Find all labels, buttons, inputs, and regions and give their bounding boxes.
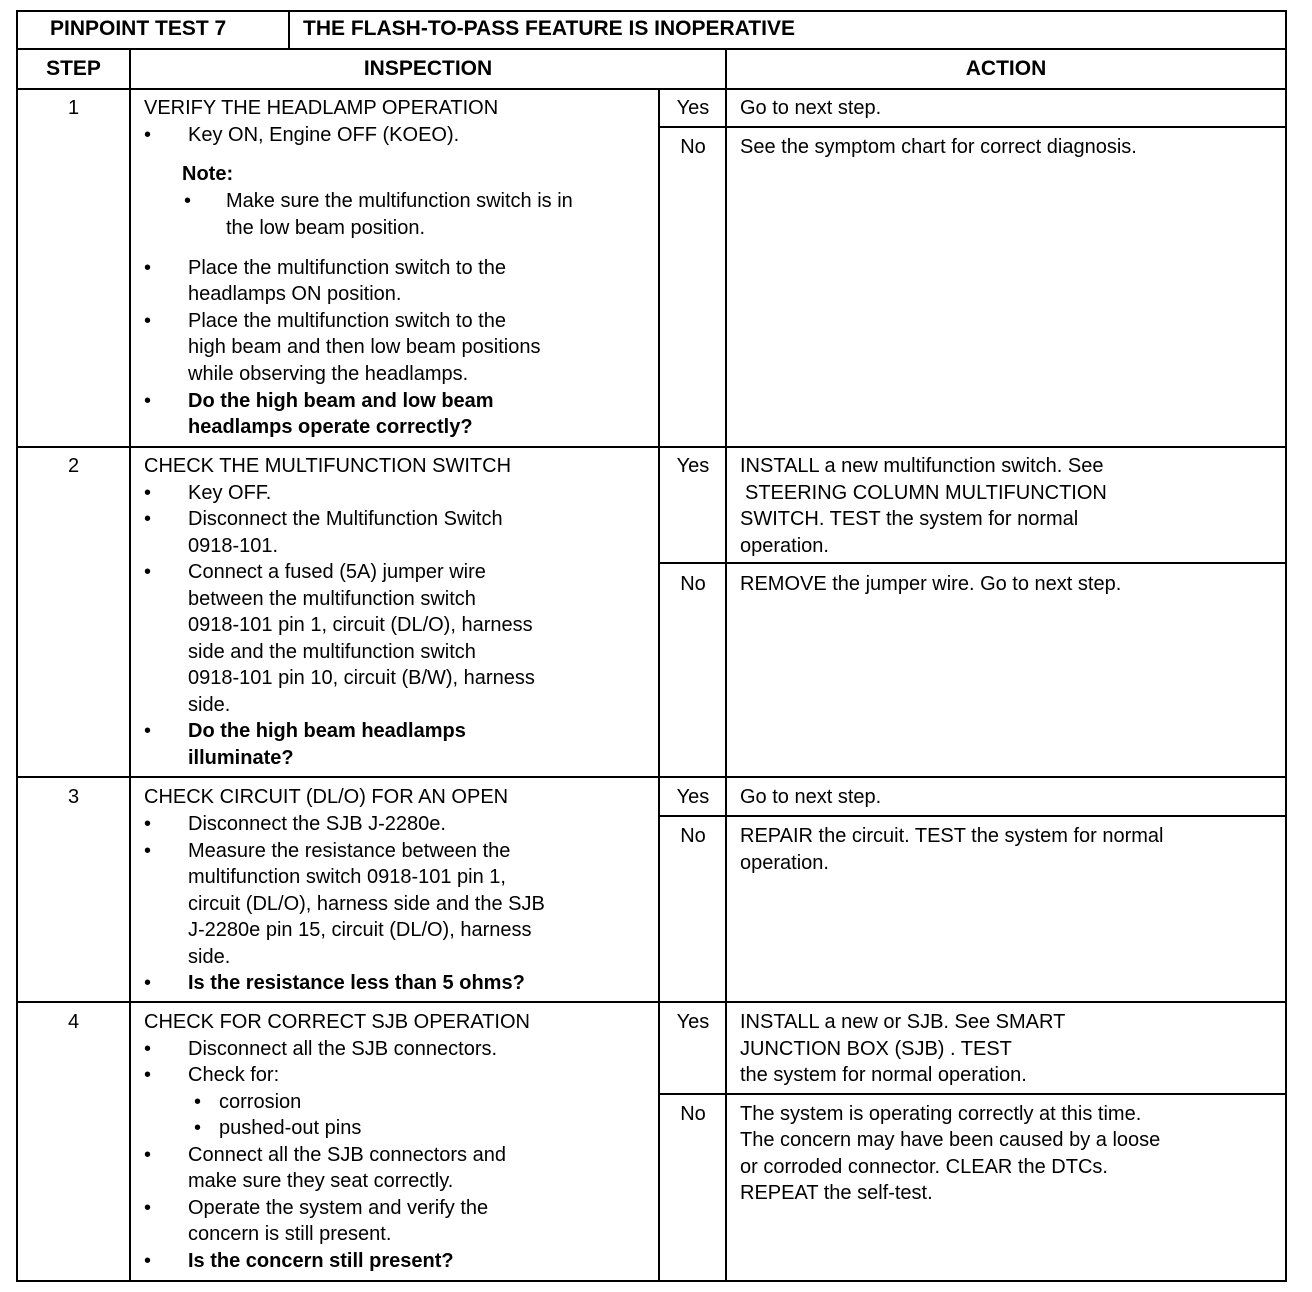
action-yes-line: STEERING COLUMN MULTIFUNCTION — [745, 482, 1107, 504]
action-yes-line: INSTALL a new or SJB. See SMART — [740, 1011, 1066, 1033]
inspection-question: Is the concern still present? — [188, 1250, 454, 1272]
inspection-line: Operate the system and verify the — [188, 1197, 489, 1219]
inspection-line: Disconnect the SJB J-2280e. — [188, 813, 446, 835]
test-id: PINPOINT TEST 7 — [50, 17, 227, 40]
inspection-line: corrosion — [219, 1091, 302, 1113]
inspection-question: illuminate? — [188, 747, 294, 769]
inspection-line: while observing the headlamps. — [188, 363, 469, 385]
bullet-icon: • — [144, 720, 152, 742]
yes-no-divider-step2 — [658, 562, 1287, 564]
bullet-icon: • — [194, 1117, 202, 1139]
inspection-line: Connect all the SJB connectors and — [188, 1144, 506, 1166]
action-yes-line: operation. — [740, 535, 829, 557]
inspection-line: Make sure the multifunction switch is in — [226, 190, 573, 212]
inspection-line: between the multifunction switch — [188, 588, 476, 610]
answer-no: No — [680, 1103, 706, 1125]
inspection-line: multifunction switch 0918-101 pin 1, — [188, 866, 506, 888]
inspection-line: the low beam position. — [226, 217, 426, 239]
inspection-line: Place the multifunction switch to the — [188, 257, 506, 279]
bullet-icon: • — [144, 310, 152, 332]
bullet-icon: • — [144, 1144, 152, 1166]
column-header-action: ACTION — [965, 57, 1047, 80]
inspection-line: pushed-out pins — [219, 1117, 362, 1139]
inspection-question: Do the high beam and low beam — [188, 390, 494, 412]
action-yes-line: Go to next step. — [740, 786, 882, 808]
action-no-line: See the symptom chart for correct diagnosis. — [740, 136, 1137, 158]
step-number: 2 — [67, 455, 80, 477]
action-no-line: REPAIR the circuit. TEST the system for normal — [740, 825, 1164, 847]
bullet-icon: • — [144, 124, 152, 146]
inspection-question: headlamps operate correctly? — [188, 416, 473, 438]
column-header-step: STEP — [46, 57, 101, 80]
action-no-line: The concern may have been caused by a loose — [740, 1129, 1161, 1151]
answer-no: No — [680, 825, 706, 847]
answer-yes: Yes — [676, 455, 710, 477]
row-divider-step3 — [16, 1001, 1287, 1003]
bullet-icon: • — [144, 813, 152, 835]
inspection-line: Connect a fused (5A) jumper wire — [188, 561, 486, 583]
inspection-line: Key ON, Engine OFF (KOEO). — [188, 124, 460, 146]
inspection-line: make sure they seat correctly. — [188, 1170, 454, 1192]
bullet-icon: • — [144, 1197, 152, 1219]
inspection-line: Disconnect all the SJB connectors. — [188, 1038, 498, 1060]
step-heading: CHECK FOR CORRECT SJB OPERATION — [144, 1011, 530, 1033]
action-yes-line: INSTALL a new multifunction switch. See — [740, 455, 1104, 477]
bullet-icon: • — [144, 840, 152, 862]
step-number: 3 — [67, 786, 80, 808]
inspection-question: Do the high beam headlamps — [188, 720, 466, 742]
row-divider-step1 — [16, 446, 1287, 448]
column-header-inspection: INSPECTION — [363, 57, 493, 80]
bullet-icon: • — [144, 561, 152, 583]
action-no-line: The system is operating correctly at this time. — [740, 1103, 1142, 1125]
bullet-icon: • — [184, 190, 192, 212]
action-no-line: or corroded connector. CLEAR the DTCs. — [740, 1156, 1108, 1178]
action-yes-line: Go to next step. — [740, 97, 882, 119]
step-heading: CHECK THE MULTIFUNCTION SWITCH — [144, 455, 512, 477]
bullet-icon: • — [144, 1250, 152, 1272]
bullet-icon: • — [144, 1038, 152, 1060]
bullet-icon: • — [144, 257, 152, 279]
step-number: 1 — [67, 97, 80, 119]
action-yes-line: JUNCTION BOX (SJB) . TEST — [740, 1038, 1012, 1060]
inspection-question: Is the resistance less than 5 ohms? — [188, 972, 525, 994]
inspection-line: 0918-101 pin 1, circuit (DL/O), harness — [188, 614, 533, 636]
inspection-line: Measure the resistance between the — [188, 840, 511, 862]
inspection-line: Disconnect the Multifunction Switch — [188, 508, 503, 530]
bullet-icon: • — [194, 1091, 202, 1113]
row-divider-title — [16, 48, 1287, 50]
inspection-line: Key OFF. — [188, 482, 272, 504]
answer-yes: Yes — [676, 1011, 710, 1033]
bullet-icon: • — [144, 508, 152, 530]
action-yes-line: SWITCH. TEST the system for normal — [740, 508, 1079, 530]
answer-no: No — [680, 136, 706, 158]
row-divider-header — [16, 88, 1287, 90]
inspection-line: concern is still present. — [188, 1223, 392, 1245]
inspection-line: Place the multifunction switch to the — [188, 310, 506, 332]
note-label: Note: — [182, 163, 234, 185]
inspection-line: J-2280e pin 15, circuit (DL/O), harness — [188, 919, 532, 941]
inspection-line: circuit (DL/O), harness side and the SJB — [188, 893, 545, 915]
action-no-line: operation. — [740, 852, 829, 874]
answer-yes: Yes — [676, 97, 710, 119]
inspection-line: side. — [188, 946, 231, 968]
yes-no-divider-step3 — [658, 815, 1287, 817]
answer-yes: Yes — [676, 786, 710, 808]
step-number: 4 — [67, 1011, 80, 1033]
step-heading: VERIFY THE HEADLAMP OPERATION — [144, 97, 499, 119]
inspection-line: side. — [188, 694, 231, 716]
inspection-line: Check for: — [188, 1064, 280, 1086]
row-divider-step2 — [16, 776, 1287, 778]
action-yes-line: the system for normal operation. — [740, 1064, 1027, 1086]
action-no-line: REPEAT the self-test. — [740, 1182, 933, 1204]
test-description: THE FLASH-TO-PASS FEATURE IS INOPERATIVE — [303, 17, 795, 40]
step-col-divider — [129, 48, 131, 1282]
bullet-icon: • — [144, 482, 152, 504]
action-col-divider — [725, 48, 727, 1282]
inspection-line: 0918-101 pin 10, circuit (B/W), harness — [188, 667, 535, 689]
action-no-line: REMOVE the jumper wire. Go to next step. — [740, 573, 1122, 595]
inspection-line: high beam and then low beam positions — [188, 336, 541, 358]
yes-no-divider-step4 — [658, 1093, 1287, 1095]
step-heading: CHECK CIRCUIT (DL/O) FOR AN OPEN — [144, 786, 509, 808]
bullet-icon: • — [144, 1064, 152, 1086]
inspection-line: 0918-101. — [188, 535, 279, 557]
bullet-icon: • — [144, 972, 152, 994]
title-divider — [288, 10, 290, 48]
inspection-line: headlamps ON position. — [188, 283, 402, 305]
yes-no-divider-step1 — [658, 126, 1287, 128]
answer-no: No — [680, 573, 706, 595]
bullet-icon: • — [144, 390, 152, 412]
inspection-line: side and the multifunction switch — [188, 641, 476, 663]
